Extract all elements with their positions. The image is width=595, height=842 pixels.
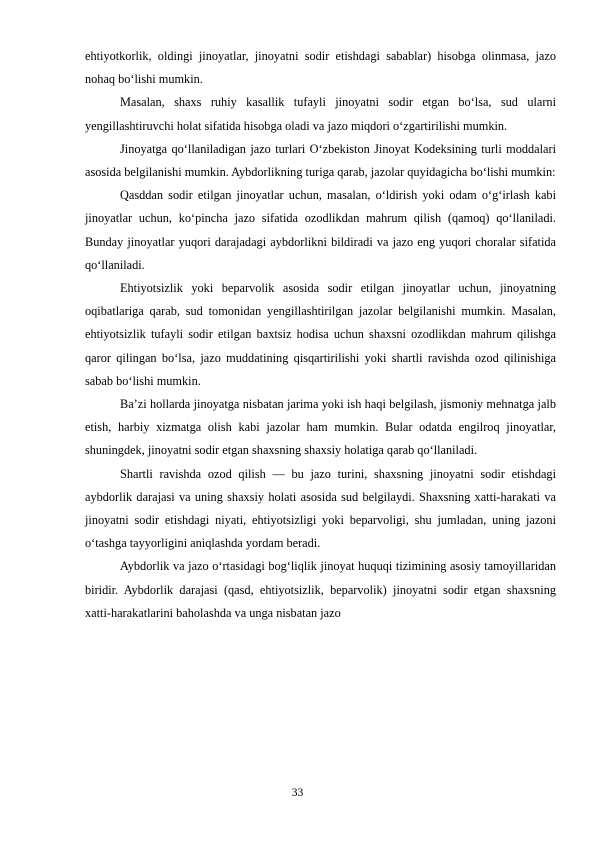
- paragraph-intentional-crimes: Qasddan sodir etilgan jinoyatlar uchun, masalan, o‘ldirish yoki odam o‘g‘irlash kabi jinoyatlar uchun, ko‘pincha jazo sifatida ozodlikdan mahrum qilish (qamoq) qo‘llaniladi. Bunday jinoyatlar yuqori darajadagi aybdorlikni bildiradi va jazo eng yuqori choralar sifatida qo‘llaniladi.: [85, 188, 556, 272]
- document-body: [85, 45, 556, 625]
- paragraph-continuation: ehtiyotkorlik, oldingi jinoyatlar, jinoyatni sodir etishdagi sabablar) hisobga olinmasa, jazo nohaq bo‘lishi mumkin.: [85, 49, 556, 87]
- paragraph-conditional-release: Shartli ravishda ozod qilish — bu jazo turini, shaxsning jinoyatni sodir etishdagi aybdorlik darajasi va uning shaxsiy holati asosida sud belgilaydi. Shaxsning xatti-harakati va jinoyatni sodir etishdagi niyati, ehtiyotsizligi yoki beparvoligi, shu jumladan, uning jazoni o‘tashga tayyorligini aniqlashda yordam beradi.: [85, 466, 556, 551]
- paragraph-fines: Ba’zi hollarda jinoyatga nisbatan jarima yoki ish haqi belgilash, jismoniy mehnatga jalb etish, harbiy xizmatga olish kabi jazolar ham mumkin. Bular odatda engilroq jinoyatlar, shuningdek, jinoyatni sodir etgan shaxsning shaxsiy holatiga qarab qo‘llaniladi.: [85, 397, 556, 458]
- paragraph-mental-illness: Masalan, shaxs ruhiy kasallik tufayli jinoyatni sodir etgan bo‘lsa, sud ularni yengillashtiruvchi holat sifatida hisobga oladi va jazo miqdori o‘zgartirilishi mumkin.: [85, 95, 556, 133]
- paragraph-negligence: Ehtiyotsizlik yoki beparvolik asosida sodir etilgan jinoyatlar uchun, jinoyatning oqibatlariga qarab, sud tomonidan yengillashtirilgan jazolar belgilanishi mumkin. Masalan, ehtiyotsizlik tufayli sodir etilgan baxtsiz hodisa uchun shaxsni ozodlikdan mahrum qilishga qaror qilingan bo‘lsa, jazo muddatining qisqartirilishi yoki shartli ravishda ozod qilinishiga sabab bo‘lishi mumkin.: [85, 281, 556, 388]
- page-number: 33: [291, 787, 304, 799]
- paragraph-punishment-types: Jinoyatga qo‘llaniladigan jazo turlari O‘zbekiston Jinoyat Kodeksining turli moddalari asosida belgilanishi mumkin. Aybdorlikning turiga qarab, jazolar quyidagicha bo‘lishi mumkin:: [85, 141, 556, 180]
- paragraph-guilt-and-punishment: Aybdorlik va jazo o‘rtasidagi bog‘liqlik jinoyat huquqi tizimining asosiy tamoyillaridan biridir. Aybdorlik darajasi (qasd, ehtiyotsizlik, beparvolik) jinoyatni sodir etgan shaxsning xatti-harakatlarini baholashda va unga nisbatan jazo: [85, 559, 556, 620]
